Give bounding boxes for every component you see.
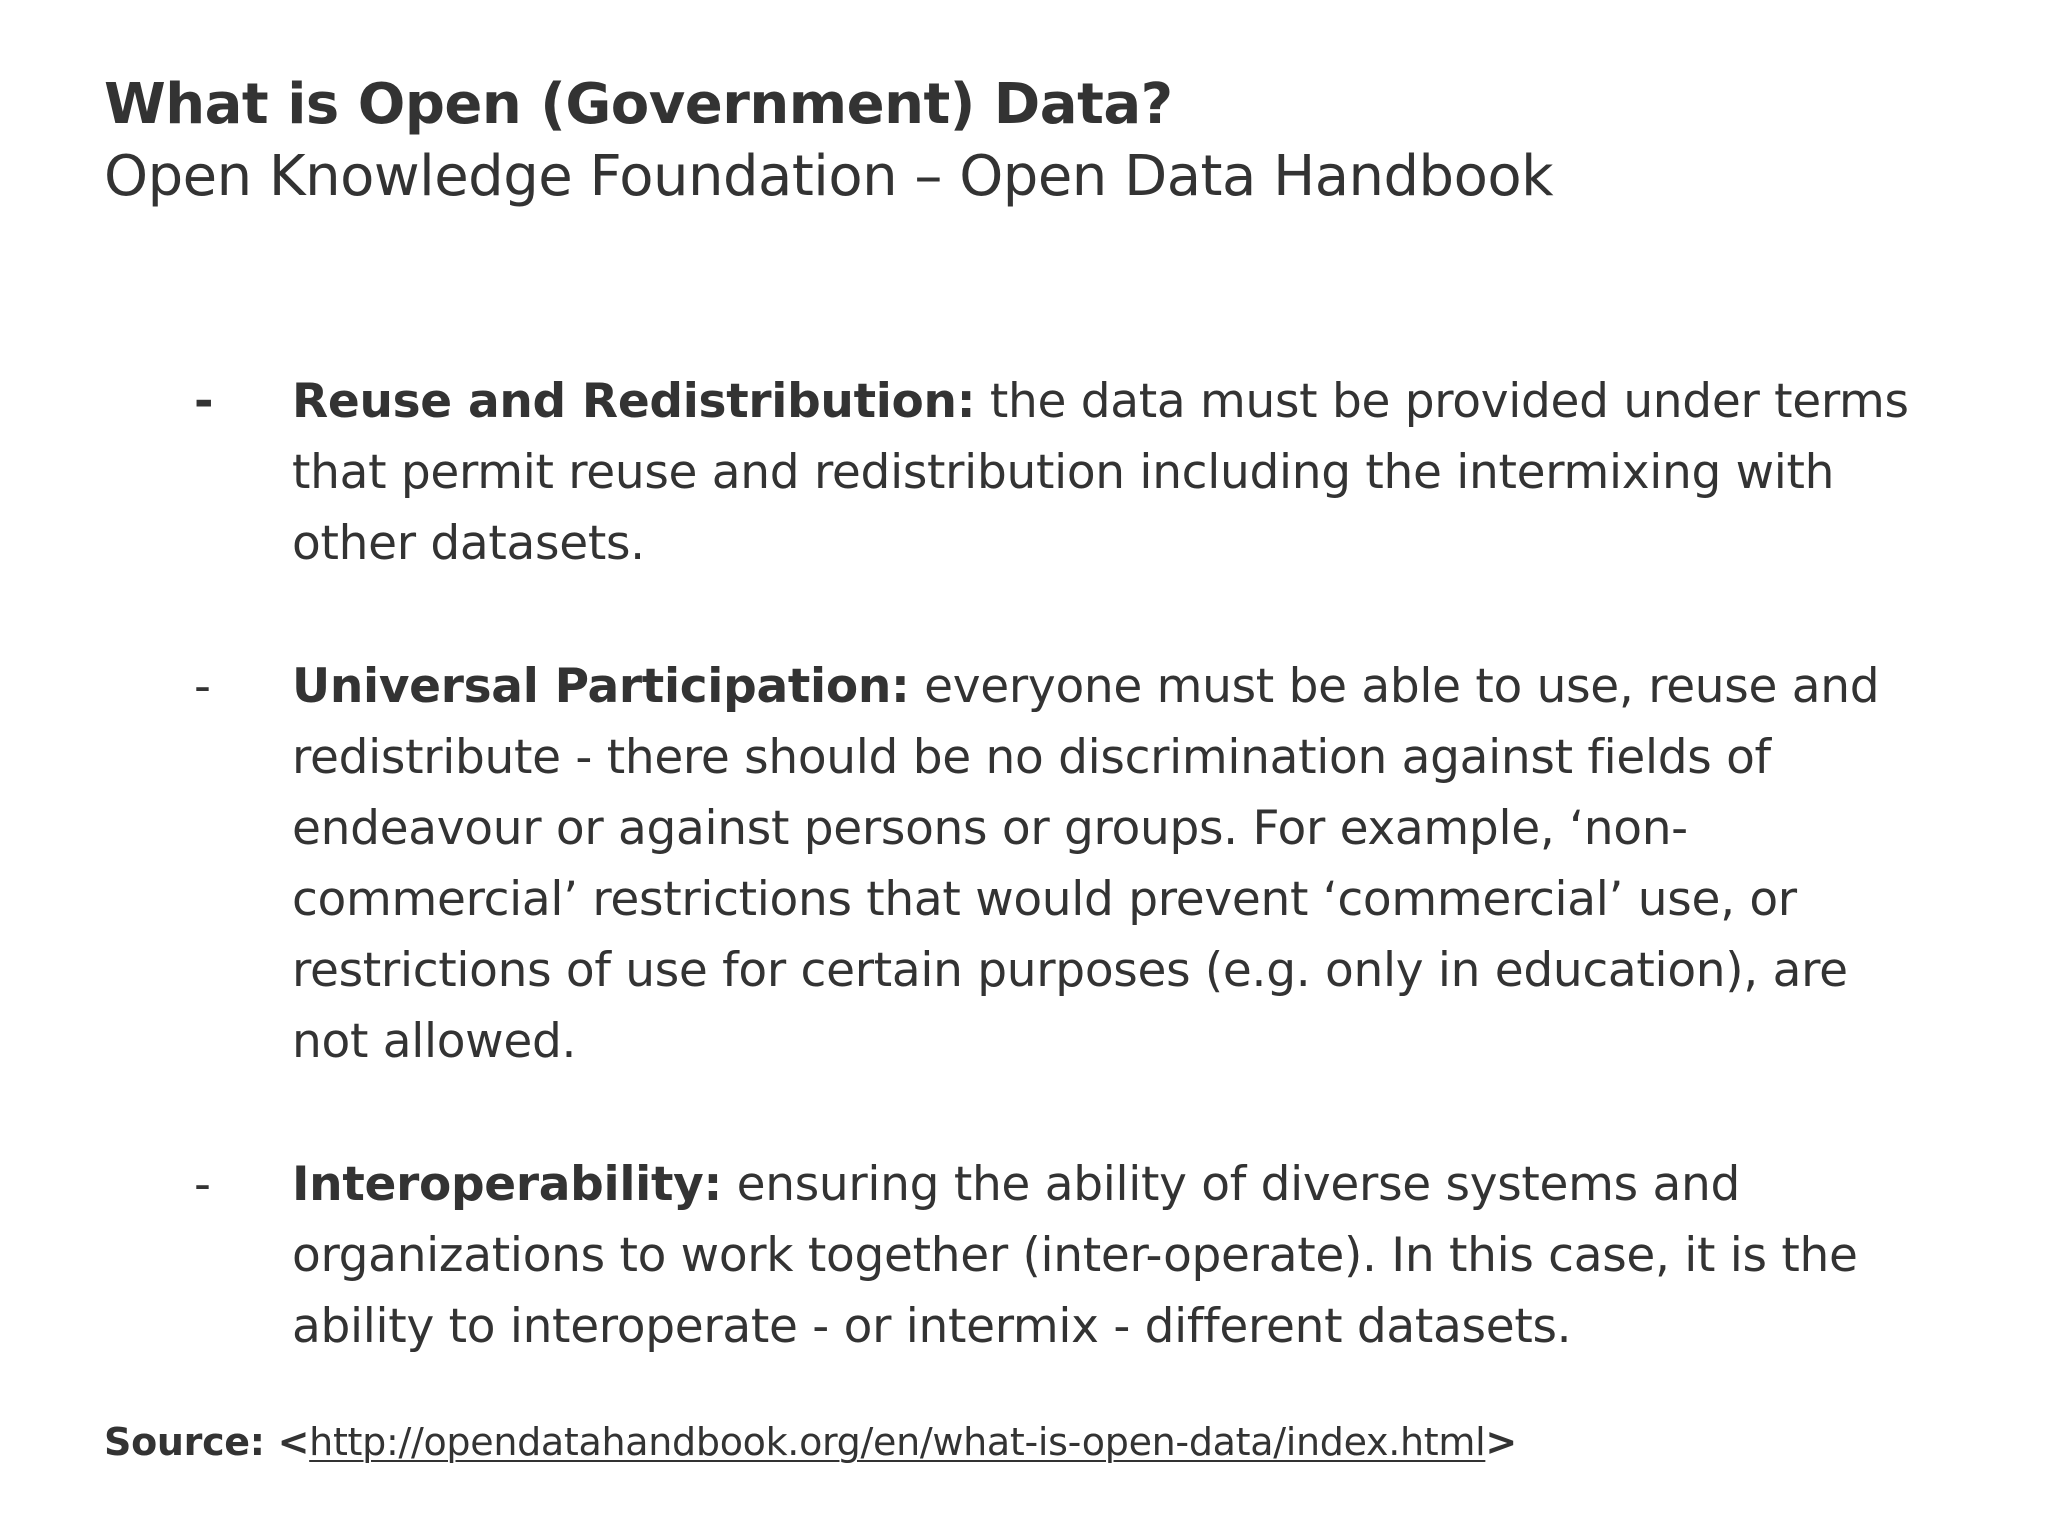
source-label: Source: [104, 1420, 265, 1464]
bullet-text [292, 1149, 1932, 1362]
bullet-text [292, 651, 1932, 1077]
source-close-bracket: > [1485, 1420, 1517, 1464]
bullet-dash: - [194, 659, 211, 714]
bullet-item-interoperability [194, 1149, 1974, 1362]
bullet-dash: - [194, 1157, 211, 1212]
bullet-item-universal-participation [194, 651, 1974, 1077]
bullet-description: ensuring the ability of diverse systems and organizations to work together (inter-operate). In this case, it is the ability to interoperate - or intermix - different datasets. [292, 1157, 1858, 1354]
source-link[interactable]: http://opendatahandbook.org/en/what-is-open-data/index.html [309, 1420, 1486, 1464]
source-citation [104, 1418, 1517, 1466]
slide-subtitle: Open Knowledge Foundation – Open Data Handbook [104, 144, 1554, 209]
bullet-text [292, 366, 1932, 579]
bullet-term: Universal Participation: [292, 659, 910, 714]
slide-title: What is Open (Government) Data? [104, 72, 1173, 137]
bullet-item-reuse-redistribution [194, 366, 1974, 579]
bullet-description: everyone must be able to use, reuse and redistribute - there should be no discrimination against fields of endeavour or against persons or groups. For example, ‘non-commercial’ restrictions that would prevent ‘commercial’ use, or restrictions of use for certain purposes (e.g. only in education), are not allowed. [292, 659, 1880, 1069]
bullet-list [194, 366, 1974, 1362]
source-open-bracket: < [264, 1420, 310, 1464]
bullet-description: the data must be provided under terms that permit reuse and redistribution including the intermixing with other datasets. [292, 374, 1909, 571]
bullet-dash: - [194, 374, 214, 429]
bullet-term: Interoperability: [292, 1157, 722, 1212]
bullet-term: Reuse and Redistribution: [292, 374, 976, 429]
